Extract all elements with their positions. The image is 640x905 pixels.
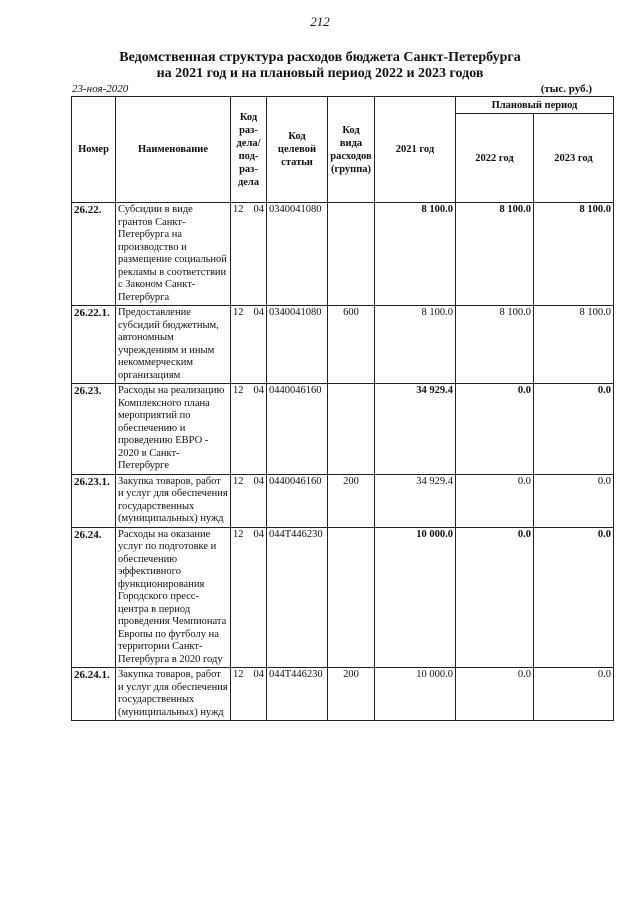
header-planned-period: Плановый период: [456, 97, 614, 114]
page-number: 212: [310, 14, 330, 29]
header-year-2023: 2023 год: [534, 114, 614, 203]
header-year-2022: 2022 год: [456, 114, 534, 203]
section-code-part: 12: [233, 528, 244, 540]
budget-table: [71, 96, 614, 721]
row-amount-2023: 0.0: [534, 527, 614, 668]
table-row: [72, 527, 614, 668]
row-name: Субсидии в виде грантов Санкт-Петербурга на производство и размещение социальной рекламы в соответствии с Законом Санкт-Петербурга: [116, 203, 231, 306]
row-expense-type: 200: [328, 668, 375, 721]
row-expense-type: 600: [328, 306, 375, 384]
row-article-code: 044T446230: [267, 527, 328, 668]
subsection-code-part: 04: [253, 528, 264, 540]
row-amount-2023: 8 100.0: [534, 203, 614, 306]
row-amount-2022: 0.0: [456, 384, 534, 475]
row-article-code: 044T446230: [267, 668, 328, 721]
row-number: 26.24.1.: [72, 668, 116, 721]
row-amount-2022: 0.0: [456, 668, 534, 721]
section-code-part: 12: [233, 204, 244, 215]
row-number: 26.23.1.: [72, 474, 116, 527]
row-number: 26.22.: [72, 203, 116, 306]
section-code-part: 12: [233, 475, 244, 487]
row-expense-type: [328, 203, 375, 306]
row-section-code: [231, 384, 267, 475]
row-expense-type: [328, 527, 375, 668]
row-number: 26.23.: [72, 384, 116, 475]
document-title: [0, 50, 640, 82]
row-section-code: [231, 668, 267, 721]
row-expense-type: [328, 384, 375, 475]
subsection-code-part: 04: [253, 385, 264, 396]
row-article-code: 0340041080: [267, 203, 328, 306]
header-year-2021: 2021 год: [375, 97, 456, 203]
row-name: Предоставление субсидий бюджетным, автономным учреждениям и иным некоммерческим организациям: [116, 306, 231, 384]
subsection-code-part: 04: [253, 669, 264, 680]
row-number: 26.22.1.: [72, 306, 116, 384]
table-row: [72, 306, 614, 384]
row-amount-2021: 8 100.0: [375, 306, 456, 384]
subsection-code-part: 04: [253, 307, 264, 318]
row-article-code: 0440046160: [267, 474, 328, 527]
section-code-part: 12: [233, 307, 244, 318]
row-name: Расходы на реализацию Комплексного плана мероприятий по обеспечению и проведению ЕВРО - 2020 в Санкт-Петербурге: [116, 384, 231, 475]
row-amount-2021: 34 929.4: [375, 474, 456, 527]
row-article-code: 0340041080: [267, 306, 328, 384]
header-number: Номер: [72, 97, 116, 203]
row-article-code: 0440046160: [267, 384, 328, 475]
units-label: (тыс. руб.): [540, 83, 592, 95]
subsection-code-part: 04: [253, 204, 264, 215]
row-amount-2023: 0.0: [534, 668, 614, 721]
header-expense-type-code: Код вида расходов (группа): [328, 97, 375, 203]
row-number: 26.24.: [72, 527, 116, 668]
table-row: [72, 474, 614, 527]
subsection-code-part: 04: [253, 475, 264, 487]
row-amount-2022: 0.0: [456, 527, 534, 668]
row-section-code: [231, 474, 267, 527]
title-line-2: на 2021 год и на плановый период 2022 и 2023 годов: [156, 66, 484, 81]
table-row: [72, 668, 614, 721]
row-section-code: [231, 527, 267, 668]
row-section-code: [231, 306, 267, 384]
table-body: [72, 203, 614, 721]
row-name: Закупка товаров, работ и услуг для обеспечения государственных (муниципальных) нужд: [116, 474, 231, 527]
header-section-code: Код раз- дела/ под- раз- дела: [231, 97, 267, 203]
row-amount-2023: 8 100.0: [534, 306, 614, 384]
row-amount-2022: 8 100.0: [456, 203, 534, 306]
row-name: Расходы на оказание услуг по подготовке и обеспечению эффективного функционирования Городского пресс-центра в период проведения Чемпионата Европы по футболу на территории Санкт-Петербурга в 2020 году: [116, 527, 231, 668]
table-row: [72, 203, 614, 306]
row-amount-2021: 10 000.0: [375, 668, 456, 721]
row-section-code: [231, 203, 267, 306]
row-amount-2022: 0.0: [456, 474, 534, 527]
table-row: [72, 384, 614, 475]
header-article-code: Код целевой статьи: [267, 97, 328, 203]
section-code-part: 12: [233, 669, 244, 680]
row-amount-2021: 8 100.0: [375, 203, 456, 306]
row-amount-2023: 0.0: [534, 384, 614, 475]
row-expense-type: 200: [328, 474, 375, 527]
document-date: 23-ноя-2020: [72, 83, 129, 95]
title-line-1: Ведомственная структура расходов бюджета Санкт-Петербурга: [119, 50, 521, 65]
header-name: Наименование: [116, 97, 231, 203]
section-code-part: 12: [233, 385, 244, 396]
row-amount-2021: 10 000.0: [375, 527, 456, 668]
row-amount-2023: 0.0: [534, 474, 614, 527]
row-amount-2022: 8 100.0: [456, 306, 534, 384]
row-name: Закупка товаров, работ и услуг для обеспечения государственных (муниципальных) нужд: [116, 668, 231, 721]
row-amount-2021: 34 929.4: [375, 384, 456, 475]
